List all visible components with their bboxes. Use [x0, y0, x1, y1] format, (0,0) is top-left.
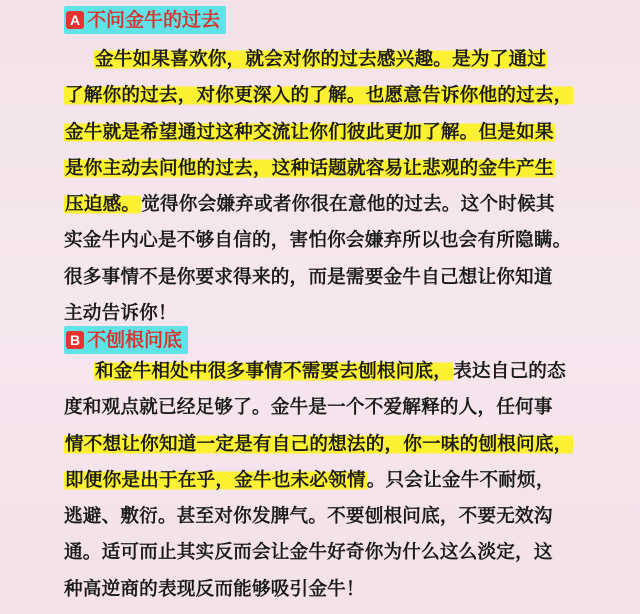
para-line — [64, 535, 624, 571]
line-text: 实金牛内心是不够自信的，害怕你会嫌弃所以也会有所隐瞒。 — [64, 230, 572, 252]
highlighted-text: 即便你是出于在乎，金牛也未必领情 — [65, 469, 366, 491]
para-line — [64, 223, 624, 259]
line-text: 度和观点就已经足够了。金牛是一个不爱解释的人，任何事 — [64, 397, 553, 419]
section-a-title: 不问金牛的过去 — [87, 9, 221, 31]
section-b-paragraph — [64, 354, 624, 608]
line-text: 逃避、敷衍。甚至对你发脾气。不要刨根问底，不要无效沟 — [64, 506, 553, 528]
line-text: 种高逆商的表现反而能够吸引金牛！ — [64, 578, 365, 600]
line-text: 主动告诉你！ — [64, 303, 177, 325]
line-text: 觉得你会嫌弃或者你很在意他的过去。这个时候其 — [141, 194, 555, 216]
section-b-title: 不刨根问底 — [87, 329, 183, 351]
para-line — [64, 115, 624, 151]
para-line — [64, 572, 624, 608]
line-text: 表达自己的态 — [453, 361, 566, 382]
line-text: 通。适可而止其实反而会让金牛好奇你为什么这么淡定，这 — [64, 542, 553, 564]
highlighted-text: 是你主动去问他的过去，这种话题就容易让悲观的金牛产生 — [65, 157, 554, 179]
para-line — [64, 463, 624, 499]
highlighted-text: 和金牛相处中很多事情不需要去刨根问底， — [95, 361, 453, 382]
section-a-header — [64, 6, 226, 34]
para-line — [64, 499, 624, 535]
para-line — [64, 151, 624, 187]
line-text: 。只会让金牛不耐烦， — [366, 469, 555, 491]
para-line — [64, 260, 624, 296]
highlighted-text: 了解你的过去，对你更深入的了解。也愿意告诉你他的过去， — [65, 85, 573, 107]
para-line — [64, 78, 624, 114]
highlighted-text: 金牛就是希望通过这种交流让你们彼此更加了解。但是如果 — [65, 121, 554, 143]
highlighted-text: 压迫感。 — [65, 194, 141, 216]
section-a-badge: A — [66, 11, 84, 29]
para-line — [64, 354, 624, 390]
para-line — [64, 187, 624, 223]
para-line — [64, 42, 624, 78]
section-b-header — [64, 326, 188, 354]
highlighted-text: 金牛如果喜欢你，就会对你的过去感兴趣。是为了通过 — [95, 49, 547, 70]
section-a-paragraph — [64, 42, 624, 332]
line-text: 很多事情不是你要求得来的，而是需要金牛自己想让你知道 — [64, 266, 553, 288]
highlighted-text: 情不想让你知道一定是有自己的想法的，你一味的刨根问底， — [65, 433, 573, 455]
section-b-badge: B — [66, 331, 84, 349]
para-line — [64, 390, 624, 426]
para-line — [64, 427, 624, 463]
